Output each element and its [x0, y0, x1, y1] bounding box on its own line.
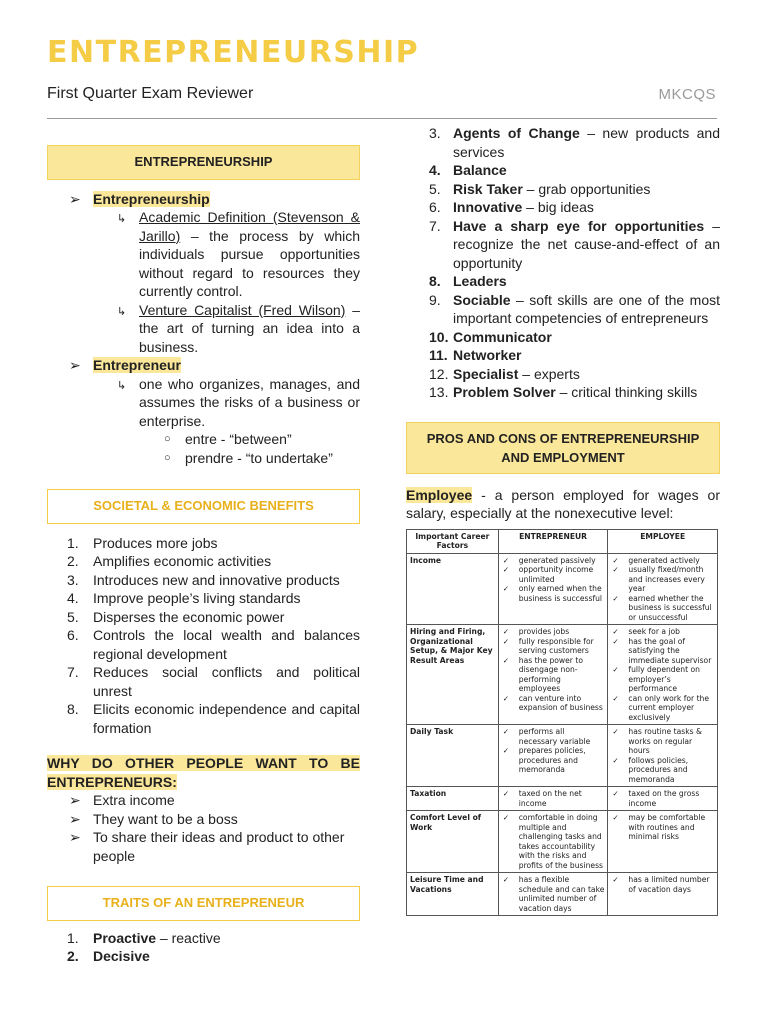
checkmark-icon: ✓ — [502, 655, 510, 665]
trait-desc: – soft skills are one of the most important competencies of entrepreneurs — [453, 291, 720, 326]
list-item: 1. Proactive – reactive — [67, 929, 221, 946]
checklist-text: taxed on the gross income — [628, 789, 700, 808]
term-entrepreneurship: Entrepreneurship — [93, 190, 210, 207]
benefit-text: Amplifies economic activities — [93, 553, 272, 569]
checklist-text: follows policies, procedures and memoranda — [628, 755, 689, 784]
checkmark-icon: ✓ — [502, 636, 510, 646]
trait-desc: – critical thinking skills — [555, 384, 698, 400]
checkmark-icon: ✓ — [612, 693, 619, 703]
column-header: Important Career Factors — [407, 529, 499, 553]
benefit-text: Reduces social conflicts and political unrest — [93, 664, 360, 699]
employee-cell — [608, 625, 718, 725]
table-row — [407, 625, 718, 725]
checklist-item — [502, 813, 605, 870]
list-item: 11. Networker — [429, 347, 522, 363]
hook-arrow-icon: ↳ — [117, 305, 127, 318]
checklist-text: comfortable in doing multiple and challenging tasks and takes accountability with the risks and profits of the business — [518, 813, 604, 870]
benefit-text: Disperses the economic power — [93, 608, 285, 625]
checklist-text: earned whether the business is successful or unsuccessful — [628, 593, 712, 622]
list-item — [47, 828, 360, 865]
list-item: 7. Have a sharp eye for opportunities – recognize the net cause-and-effect of an opportunity — [429, 217, 720, 271]
author-initials: MKCQS — [658, 86, 716, 103]
list-item — [47, 810, 360, 829]
trait-desc: – experts — [518, 365, 580, 382]
trait-name: Innovative — [453, 199, 523, 215]
checklist-item — [611, 627, 714, 637]
checklist-text: has the power to disengage non-performing employees — [518, 655, 583, 693]
employee-cell — [608, 725, 718, 787]
left-column — [47, 145, 360, 966]
term-employee: Employee — [406, 486, 473, 503]
trait-name: Agents of Change — [453, 125, 580, 141]
column-header: ENTREPRENEUR — [498, 529, 608, 553]
checkmark-icon: ✓ — [612, 665, 619, 674]
checklist-text: can only work for the current employer exclusively — [628, 693, 710, 722]
checklist-item — [502, 789, 605, 808]
list-item: 13. Problem Solver – critical thinking skills — [429, 384, 698, 400]
benefit-text: Elicits economic independence and capital formation — [93, 701, 360, 736]
checklist-item — [502, 727, 605, 746]
definition-source: Academic Definition (Stevenson & Jarillo) — [139, 209, 360, 244]
checkmark-icon: ✓ — [612, 555, 619, 565]
definition-text: one who organizes, manages, and assumes the risks of a business or enterprise. — [139, 375, 360, 429]
career-factor-cell: Comfort Level of Work — [407, 811, 499, 873]
checklist-text: generated passively — [518, 555, 596, 565]
why-heading-text: WHY DO OTHER PEOPLE WANT TO BE ENTREPRENEURS: — [47, 755, 360, 790]
trait-name: Specialist — [453, 365, 519, 382]
trait-desc: – grab opportunities — [522, 180, 651, 197]
list-item: 7. Reduces social conflicts and political unrest — [67, 664, 360, 699]
list-item: 8. Elicits economic independence and capital formation — [67, 701, 360, 736]
circle-bullet-icon: ○ — [164, 451, 171, 464]
trait-desc: – reactive — [156, 929, 221, 946]
list-item: 5. Risk Taker – grab opportunities — [429, 180, 651, 197]
checkmark-icon: ✓ — [612, 875, 619, 884]
checklist-text: generated actively — [628, 555, 700, 565]
term-entrepreneur: Entrepreneur — [93, 357, 181, 373]
arrowhead-bullet-icon: ➢ — [69, 357, 81, 373]
trait-name: Risk Taker — [453, 180, 523, 197]
benefit-text: Controls the local wealth and balances regional development — [93, 627, 360, 662]
trait-desc: – new products and services — [453, 125, 720, 160]
checklist-text: provides jobs — [518, 627, 570, 636]
definitions-list — [47, 190, 360, 468]
checkmark-icon: ✓ — [502, 813, 510, 822]
checklist-item — [502, 875, 605, 913]
entrepreneur-cell — [498, 625, 608, 725]
hook-arrow-icon: ↳ — [117, 379, 127, 392]
checkmark-icon: ✓ — [502, 555, 510, 565]
list-item: 3. Introduces new and innovative products — [67, 571, 340, 588]
page-subtitle: First Quarter Exam Reviewer — [47, 85, 254, 102]
etymology-entre: entre - “between” — [185, 431, 292, 447]
reason-text: Extra income — [93, 792, 175, 808]
employee-definition-text: - a person employed for wages or salary, especially at the nonexecutive level: — [406, 486, 720, 521]
entrepreneur-cell — [498, 725, 608, 787]
employee-cell — [608, 873, 718, 916]
list-item: 10. Communicator — [429, 328, 552, 345]
circle-bullet-icon: ○ — [164, 433, 171, 445]
table-row — [407, 553, 718, 625]
table-row — [407, 873, 718, 916]
career-factor-cell: Income — [407, 553, 499, 625]
section-heading-benefits: SOCIETAL & ECONOMIC BENEFITS — [47, 489, 360, 524]
trait-name: Proactive — [93, 929, 157, 946]
checkmark-icon: ✓ — [612, 627, 619, 636]
section-heading-entrepreneurship: ENTREPRENEURSHIP — [47, 145, 360, 180]
checkmark-icon: ✓ — [502, 789, 510, 798]
traits-list-part1 — [47, 929, 360, 966]
checklist-text: has a limited number of vacation days — [628, 875, 710, 894]
sub-definitions — [93, 208, 360, 356]
checklist-item — [611, 875, 714, 894]
trait-name: Sociable — [453, 291, 511, 308]
checklist-text: can venture into expansion of business — [518, 693, 603, 712]
checkmark-icon: ✓ — [502, 746, 510, 755]
checklist-item — [502, 627, 605, 637]
definition-text: – the process by which individuals pursue opportunities without regard to resources they currently control. — [139, 227, 360, 299]
arrowhead-bullet-icon: ➢ — [69, 190, 81, 207]
checklist-text: has the goal of satisfying the immediate supervisor — [628, 636, 712, 665]
list-item — [47, 356, 360, 467]
list-item: 4. Balance — [429, 162, 507, 178]
etymology-list — [139, 430, 360, 467]
checklist-text: seek for a job — [628, 627, 681, 636]
checkmark-icon: ✓ — [502, 727, 510, 736]
table-row — [407, 787, 718, 811]
trait-name: Have a sharp eye for opportunities — [453, 217, 705, 234]
why-heading — [47, 754, 360, 791]
list-item — [47, 190, 360, 357]
list-item: 2. Decisive — [67, 948, 150, 964]
checkmark-icon: ✓ — [502, 693, 510, 703]
career-comparison-table — [406, 529, 718, 917]
page-title: ENTREPRENEURSHIP — [47, 35, 420, 70]
checklist-text: prepares policies, procedures and memoranda — [518, 746, 586, 774]
checklist-item — [611, 694, 714, 723]
career-factor-cell: Leisure Time and Vacations — [407, 873, 499, 916]
checkmark-icon: ✓ — [612, 789, 619, 798]
list-item: 2. Amplifies economic activities — [67, 553, 272, 569]
checklist-item — [502, 656, 605, 694]
checkmark-icon: ✓ — [502, 627, 510, 636]
arrowhead-bullet-icon: ➢ — [69, 829, 81, 845]
checklist-item — [502, 637, 605, 656]
checklist-item — [611, 565, 714, 594]
checklist-item — [611, 665, 714, 694]
entrepreneur-cell — [498, 787, 608, 811]
list-item: 12. Specialist – experts — [429, 365, 580, 382]
checkmark-icon: ✓ — [502, 584, 510, 593]
checklist-item — [502, 556, 605, 566]
checklist-text: fully dependent on employer’s performance — [628, 665, 700, 693]
checklist-item — [611, 727, 714, 756]
checklist-item — [611, 789, 714, 808]
table-row — [407, 811, 718, 873]
trait-desc: – recognize the net cause-and-effect of an opportunity — [453, 217, 720, 271]
list-item: 6. Controls the local wealth and balances regional development — [67, 627, 360, 662]
section-heading-traits: TRAITS OF AN ENTREPRENEUR — [47, 886, 360, 921]
list-item: 1. Produces more jobs — [67, 534, 218, 551]
checkmark-icon: ✓ — [502, 875, 510, 884]
checklist-text: has a flexible schedule and can take unlimited number of vacation days — [518, 875, 605, 913]
list-item: 5. Disperses the economic power — [67, 608, 285, 625]
checklist-item — [502, 694, 605, 713]
entrepreneur-cell — [498, 873, 608, 916]
list-item — [139, 430, 360, 449]
checkmark-icon: ✓ — [612, 593, 619, 603]
checklist-text: may be comfortable with routines and minimal risks — [628, 813, 706, 841]
trait-name: Leaders — [453, 273, 507, 289]
career-factor-cell: Taxation — [407, 787, 499, 811]
entrepreneur-cell — [498, 811, 608, 873]
benefit-text: Introduces new and innovative products — [93, 571, 340, 588]
benefit-text: Improve people’s living standards — [93, 590, 301, 606]
checklist-item — [502, 746, 605, 775]
checklist-item — [611, 637, 714, 666]
etymology-prendre: prendre - “to undertake” — [185, 449, 333, 466]
list-item: 6. Innovative – big ideas — [429, 199, 594, 215]
table-row — [407, 725, 718, 787]
list-item — [93, 208, 360, 301]
checklist-text: has routine tasks & works on regular hours — [628, 727, 702, 755]
trait-desc: – big ideas — [522, 199, 594, 215]
trait-name: Communicator — [453, 328, 552, 345]
benefit-text: Produces more jobs — [93, 534, 218, 551]
benefits-list — [47, 534, 360, 738]
list-item — [47, 791, 360, 810]
reason-text: To share their ideas and product to other people — [93, 829, 345, 864]
table-header-row — [407, 529, 718, 553]
right-column — [406, 124, 720, 916]
list-item: 8. Leaders — [429, 273, 507, 289]
employee-cell — [608, 787, 718, 811]
checklist-text: fully responsible for serving customers — [518, 636, 594, 655]
list-item: 9. Sociable – soft skills are one of the most important competencies of entrepreneurs — [429, 291, 720, 326]
checklist-item — [611, 556, 714, 566]
list-item — [93, 375, 360, 468]
definition-text: – the art of turning an idea into a business. — [139, 301, 360, 355]
arrowhead-bullet-icon: ➢ — [69, 792, 81, 808]
checkmark-icon: ✓ — [612, 565, 619, 574]
list-item: 3. Agents of Change – new products and services — [429, 125, 720, 160]
checklist-text: opportunity income unlimited — [518, 565, 594, 584]
header-divider — [47, 118, 717, 119]
checkmark-icon: ✓ — [612, 636, 619, 646]
list-item: 4. Improve people’s living standards — [67, 590, 301, 606]
checklist-item — [502, 565, 605, 584]
employee-definition — [406, 486, 720, 523]
trait-name: Balance — [453, 162, 507, 178]
career-factor-cell: Daily Task — [407, 725, 499, 787]
checkmark-icon: ✓ — [612, 755, 619, 765]
checklist-text: usually fixed/month and increases every year — [628, 565, 705, 593]
checkmark-icon: ✓ — [502, 565, 510, 574]
list-item — [93, 301, 360, 357]
list-item — [139, 449, 360, 468]
trait-name: Networker — [453, 347, 522, 363]
trait-name: Decisive — [93, 948, 150, 964]
definition-source: Venture Capitalist (Fred Wilson) — [139, 301, 346, 318]
traits-list-part2 — [406, 124, 720, 402]
why-list — [47, 791, 360, 865]
checkmark-icon: ✓ — [612, 727, 619, 736]
table-body — [407, 553, 718, 916]
checklist-text: performs all necessary variable — [518, 727, 591, 746]
hook-arrow-icon: ↳ — [117, 213, 127, 225]
employee-cell — [608, 811, 718, 873]
checkmark-icon: ✓ — [612, 813, 619, 822]
trait-name: Problem Solver — [453, 384, 556, 400]
sub-definitions — [93, 375, 360, 468]
entrepreneur-cell — [498, 553, 608, 625]
section-heading-pros-cons: PROS AND CONS OF ENTREPRENEURSHIP AND EMPLOYMENT — [406, 422, 720, 474]
checklist-text: taxed on the net income — [518, 789, 582, 808]
checklist-item — [502, 584, 605, 603]
checklist-item — [611, 813, 714, 842]
checklist-item — [611, 594, 714, 623]
checklist-item — [611, 756, 714, 785]
column-header: EMPLOYEE — [608, 529, 718, 553]
reason-text: They want to be a boss — [93, 810, 238, 827]
arrowhead-bullet-icon: ➢ — [69, 810, 81, 827]
employee-cell — [608, 553, 718, 625]
career-factor-cell: Hiring and Firing, Organizational Setup, & Major Key Result Areas — [407, 625, 499, 725]
checklist-text: only earned when the business is successful — [518, 584, 603, 603]
